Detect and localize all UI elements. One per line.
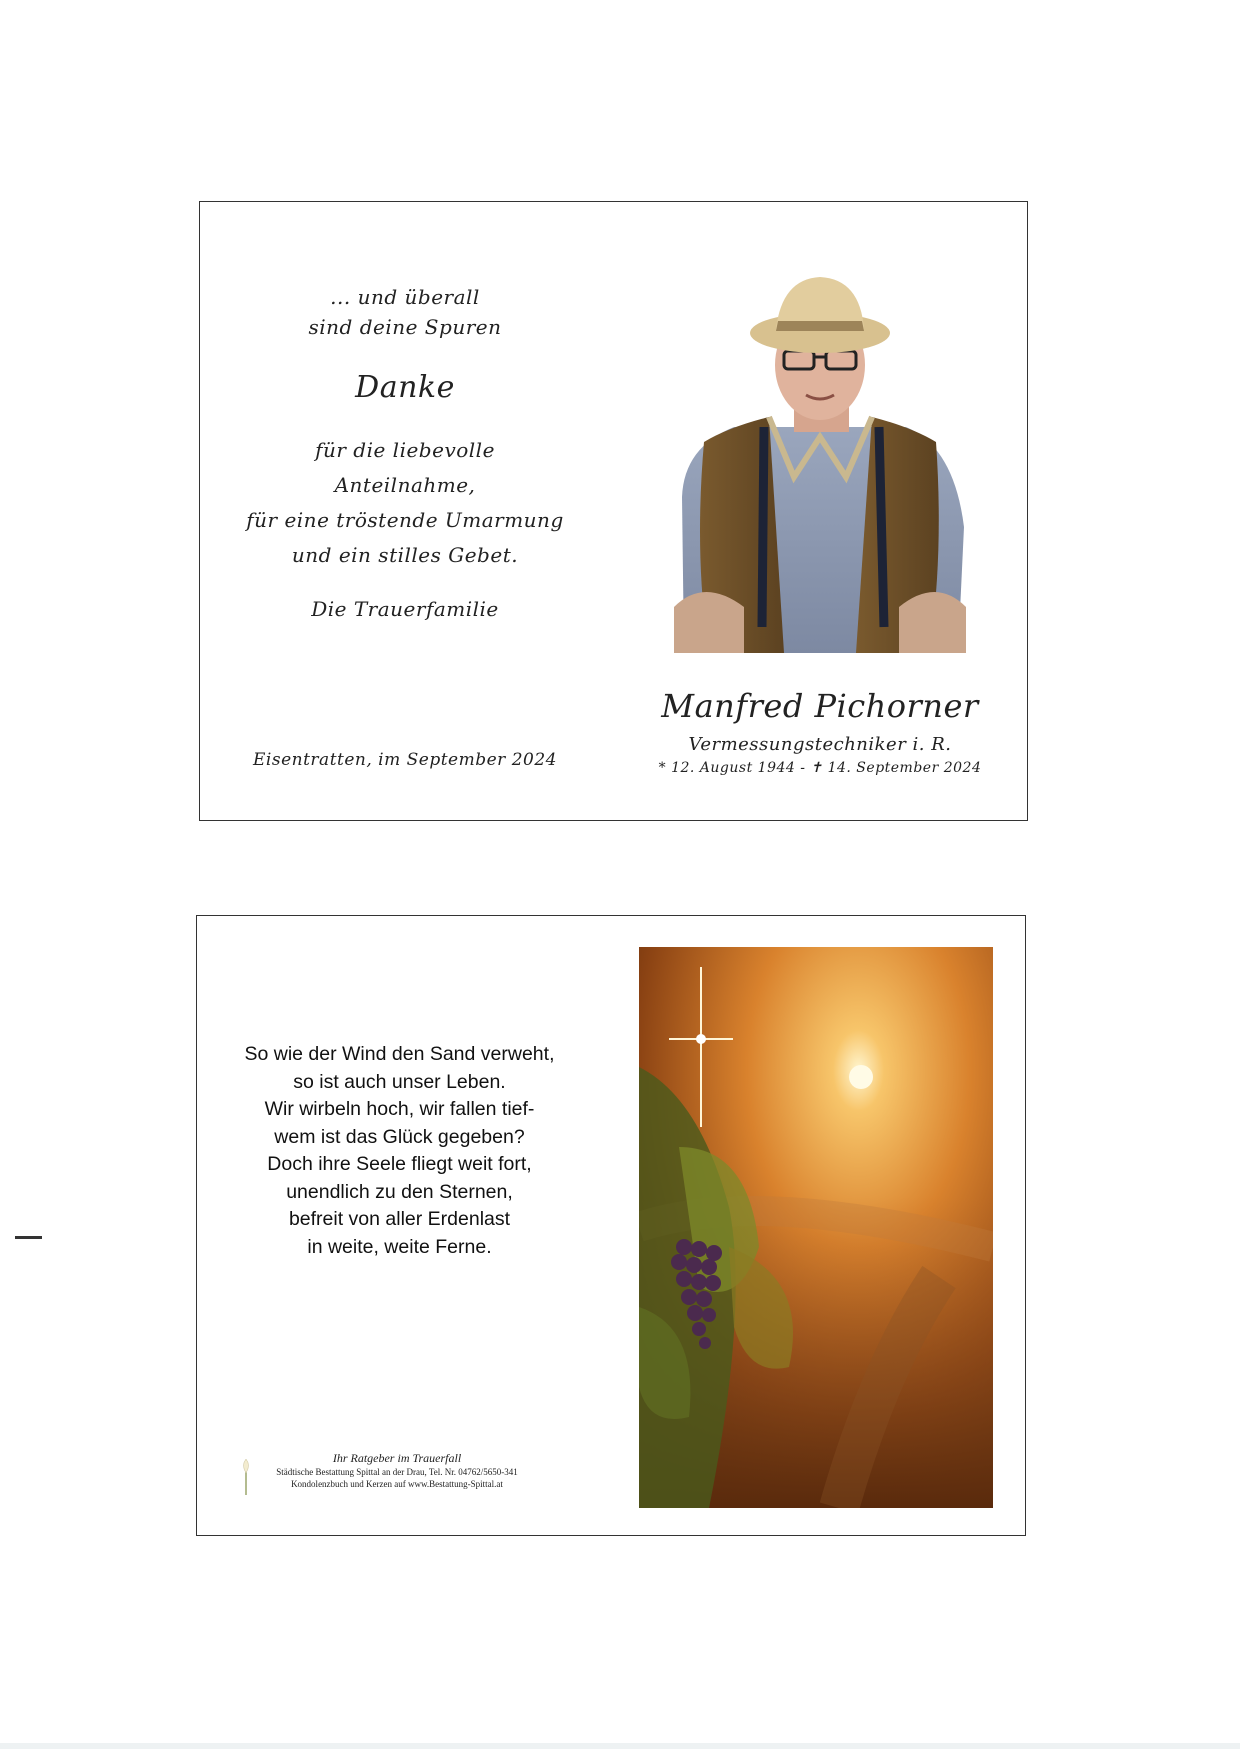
- parte-front-card: [199, 201, 1028, 821]
- undertaker-website: Kondolenzbuch und Kerzen auf www.Bestattung-Spittal.at: [291, 1479, 503, 1489]
- undertaker-contact: Städtische Bestattung Spittal an der Drau, Tel. Nr. 04762/5650-341: [276, 1467, 518, 1477]
- portrait-illustration: [674, 277, 966, 653]
- thank-you-block: [220, 282, 590, 621]
- tagline-line-2: sind deine Spuren: [308, 315, 502, 339]
- poem-line: unendlich zu den Sternen,: [286, 1180, 513, 1203]
- scan-margin-mark: [15, 1236, 42, 1239]
- vineyard-sunset-image: [639, 947, 993, 1508]
- vineyard-illustration: [639, 947, 993, 1508]
- life-dates: * 12. August 1944 - ✝ 14. September 2024: [658, 760, 982, 776]
- family-signature: Die Trauerfamilie: [311, 597, 499, 621]
- poem-line: Doch ihre Seele fliegt weit fort,: [267, 1153, 532, 1175]
- parte-back-card: [196, 915, 1026, 1536]
- thanks-line-4: und ein stilles Gebet.: [291, 543, 519, 567]
- poem-block: [222, 1041, 577, 1261]
- undertaker-info: [232, 1451, 562, 1490]
- thanks-line-3: für eine tröstende Umarmung: [246, 508, 564, 532]
- poem-line: befreit von aller Erdenlast: [288, 1208, 511, 1230]
- danke-heading: Danke: [355, 370, 455, 405]
- thanks-line-1: für die liebevolle: [315, 438, 495, 462]
- scan-bottom-edge: [0, 1743, 1240, 1749]
- undertaker-slogan: Ihr Ratgeber im Trauerfall: [332, 1451, 462, 1465]
- poem-line: wem ist das Glück gegeben?: [274, 1125, 525, 1148]
- deceased-name: Manfred Pichorner: [661, 687, 979, 725]
- thanks-line-2: Anteilnahme,: [334, 473, 476, 497]
- tagline-line-1: ... und überall: [330, 285, 480, 309]
- place-date: Eisentratten, im September 2024: [253, 750, 557, 770]
- poem-line: in weite, weite Ferne.: [307, 1235, 492, 1258]
- poem-line: Wir wirbeln hoch, wir fallen tief-: [264, 1098, 535, 1120]
- deceased-profession: Vermessungstechniker i. R.: [688, 734, 952, 755]
- portrait-photo: [674, 277, 966, 653]
- poem-line: So wie der Wind den Sand verweht,: [244, 1043, 555, 1065]
- poem-line: so ist auch unser Leben.: [293, 1070, 506, 1093]
